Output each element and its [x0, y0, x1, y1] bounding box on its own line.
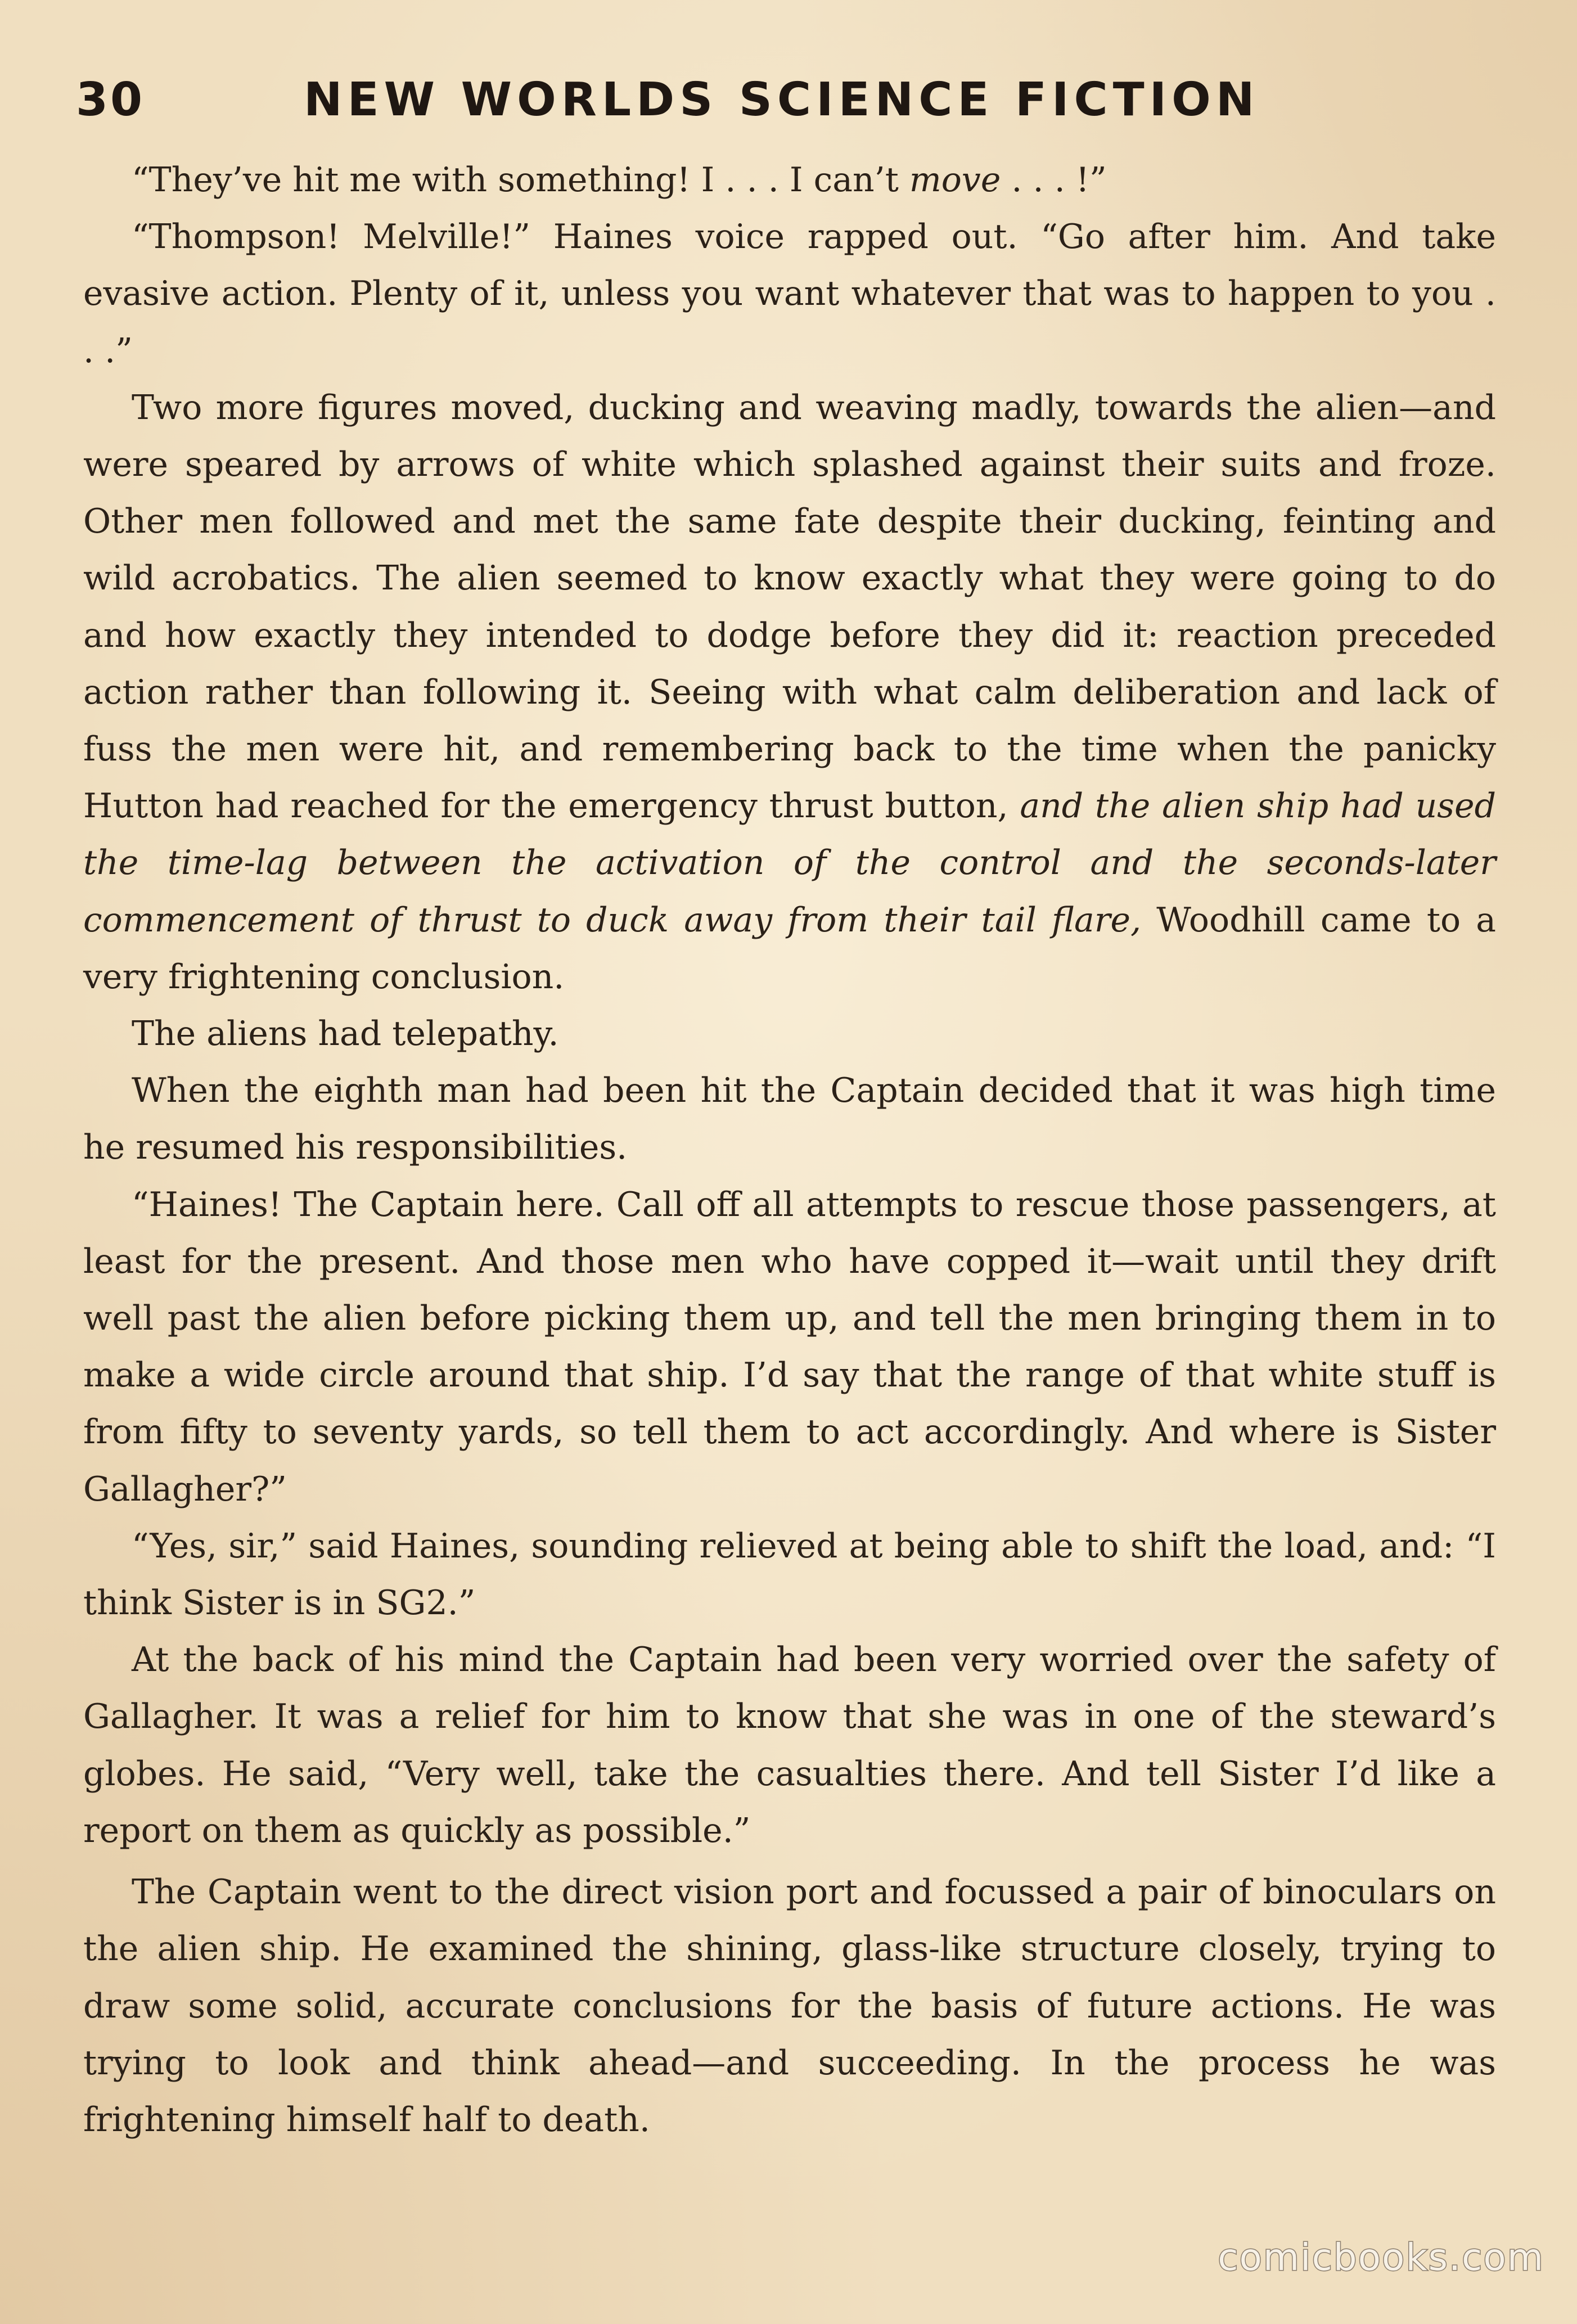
emphasized-word: move — [909, 160, 1001, 200]
paragraph-6-text: “Haines! The Captain here. Call off all attempts to rescue those passengers, at least for the present. And those men who have copped it—wait until they drift well past the alien before picking them up, and tell the men bringing them in to make a wide circle around that ship. I’d say that the range of that white stuff is from fifty to seventy yards, so tell them to act accordingly. And where is Sister Gallagher?” — [83, 1184, 1496, 1509]
page-number: 30 — [76, 73, 145, 127]
paragraph-1 — [83, 152, 1496, 209]
paragraph-9 — [83, 1864, 1496, 2149]
paragraph-8-text: At the back of his mind the Captain had been very worried over the safety of Gallagher. It was a relief for him to know that she was in one of the steward’s globes. He said, “Very well, take the casualties there. And tell Sister I’d like a report on them as quickly as possible.” — [83, 1640, 1496, 1850]
paragraph-6 — [83, 1177, 1496, 1518]
paragraph-5 — [83, 1062, 1496, 1176]
story-text — [83, 152, 1496, 2149]
paragraph-3-conclusion: Woodhill came to a very frightening conclusion. — [83, 900, 1496, 997]
paragraph-3-text: Two more figures moved, ducking and weaving madly, towards the alien—and were speared by arrows of white which splashed against their suits and froze. Other men followed and met the same fate despite their ducking, feinting and wild acrobatics. The alien seemed to know exactly what they were going to do and how exactly they intended to dodge before they did it: reaction preceded action rather than following it. Seeing with what calm deliberation and lack of fuss the men were hit, and remembering back to the time when the panicky Hutton had reached for the emergency thrust button, — [83, 388, 1496, 826]
paragraph-4-text: The aliens had telepathy. — [132, 1014, 559, 1054]
running-title: NEW WORLDS SCIENCE FICTION — [304, 73, 1260, 127]
paragraph-2 — [83, 209, 1496, 380]
paragraph-7-text: “Yes, sir,” said Haines, sounding relieved at being able to shift the load, and: “I think Sister is in SG2.” — [83, 1526, 1496, 1623]
paragraph-5-text: When the eighth man had been hit the Captain decided that it was high time he resumed his responsibilities. — [83, 1071, 1496, 1168]
paragraph-2-text: “Thompson! Melville!” Haines voice rapped out. “Go after him. And take evasive action. Plenty of it, unless you want whatever that was to happen to you . . .” — [83, 217, 1496, 371]
paragraph-9-text: The Captain went to the direct vision port and focussed a pair of binoculars on the alien ship. He examined the shining, glass-like structure closely, trying to draw some solid, accurate conclusions for the basis of future actions. He was trying to look and think ahead—and succeeding. In the process he was frightening himself half to death. — [83, 1872, 1496, 2140]
paragraph-3 — [83, 380, 1496, 1006]
paragraph-3-italic-passage: and the alien ship had used the time-lag between the activation of the control and the seconds-later commencement of thrust to duck away from their tail flare, — [83, 786, 1496, 940]
running-header — [76, 73, 1504, 141]
paragraph-7 — [83, 1518, 1496, 1632]
watermark: comicbooks.com — [1218, 2236, 1544, 2279]
paragraph-gap — [83, 1859, 1496, 1864]
paragraph-1-text: “They’ve hit me with something! I . . . I can’t move . . . !” — [132, 160, 1107, 200]
paragraph-4 — [83, 1006, 1496, 1062]
paragraph-8 — [83, 1632, 1496, 1859]
